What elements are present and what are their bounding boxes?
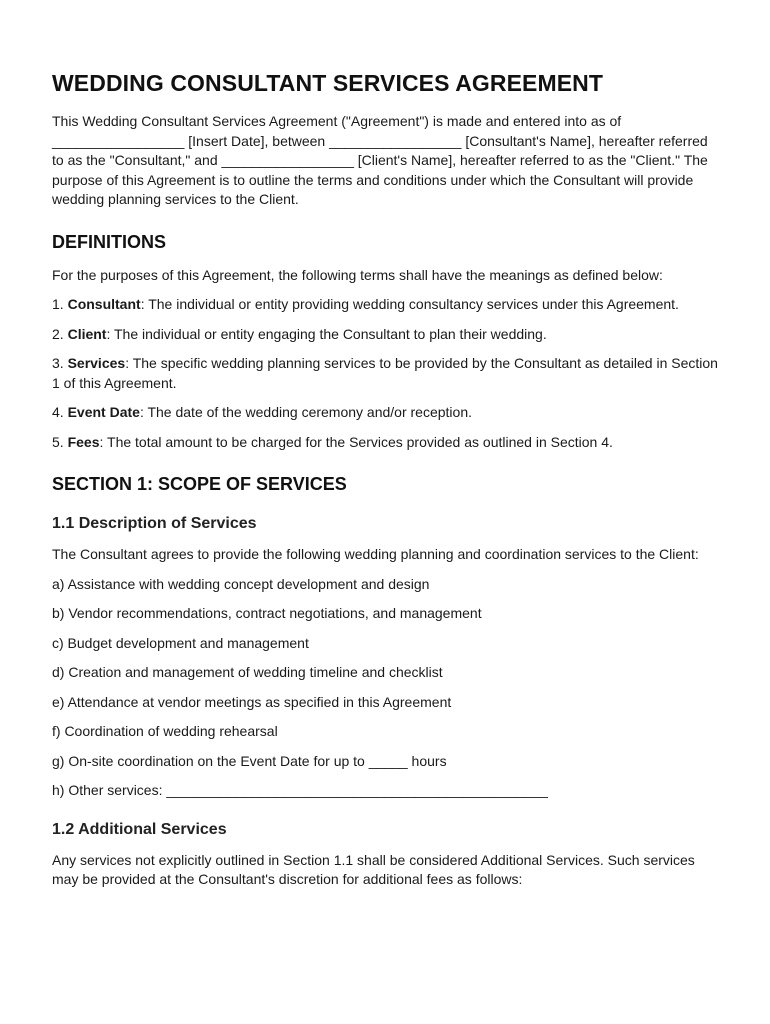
definition-item: [52, 354, 718, 393]
definition-term: Client: [67, 325, 107, 342]
service-item: b) Vendor recommendations, contract negotiations, and management: [52, 605, 482, 621]
definition-term: Services: [67, 355, 126, 371]
definition-number: 5.: [52, 433, 68, 450]
definitions-heading: DEFINITIONS: [52, 231, 167, 252]
definition-text: : The specific wedding planning services to be provided by the Consultant as detailed in Section 1 of this Agreement.: [52, 355, 718, 391]
definition-number: 1.: [52, 296, 68, 312]
service-item: h) Other services: _________________________________________________: [52, 782, 548, 798]
definition-text: : The date of the wedding ceremony and/or reception.: [139, 404, 472, 420]
section1-1-lead: The Consultant agrees to provide the following wedding planning and coordination services to the Client:: [52, 546, 699, 562]
definition-text: : The individual or entity engaging the Consultant to plan their wedding.: [106, 325, 547, 342]
definition-item: [52, 433, 718, 453]
section1-heading: SECTION 1: SCOPE OF SERVICES: [52, 474, 347, 494]
definition-number: 2.: [52, 325, 68, 342]
definition-number: 4.: [52, 404, 68, 420]
definition-term: Event Date: [67, 404, 140, 420]
service-item: c) Budget development and management: [52, 634, 309, 651]
definition-item: [52, 403, 718, 423]
definition-term: Fees: [67, 433, 100, 450]
service-item: e) Attendance at vendor meetings as specified in this Agreement: [52, 693, 452, 710]
definition-text: : The total amount to be charged for the Services provided as outlined in Section 4.: [99, 433, 613, 450]
definitions-lead: For the purposes of this Agreement, the following terms shall have the meanings as defined below:: [52, 266, 663, 283]
service-item: d) Creation and management of wedding timeline and checklist: [52, 664, 443, 680]
section1-2-heading: 1.2 Additional Services: [52, 820, 227, 838]
document-title: WEDDING CONSULTANT SERVICES AGREEMENT: [52, 70, 604, 96]
service-item: g) On-site coordination on the Event Date for up to _____ hours: [52, 752, 447, 769]
intro-paragraph: This Wedding Consultant Services Agreement ("Agreement") is made and entered into as of _________________ [Insert Date], between _________________ [Consultant's Name], hereafter referred to as the "Consultant," and _________________ [Client's Name], hereafter referred to as the "Client." The purpose of this Agreement is to outline the terms and conditions under which the Consultant will provide wedding planning services to the Client.: [52, 113, 708, 207]
service-item: f) Coordination of wedding rehearsal: [52, 723, 278, 739]
definition-number: 3.: [52, 355, 68, 371]
section1-1-heading: 1.1 Description of Services: [52, 515, 257, 532]
definition-term: Consultant: [67, 296, 141, 312]
service-item: a) Assistance with wedding concept development and design: [52, 575, 430, 592]
definition-item: [52, 295, 718, 315]
definition-text: : The individual or entity providing wedding consultancy services under this Agreement.: [140, 296, 679, 312]
section1-2-text: Any services not explicitly outlined in Section 1.1 shall be considered Additional Services. Such services may be provided at the Consultant's discretion for additional fees as follows:: [52, 851, 695, 887]
definition-item: [52, 325, 718, 345]
